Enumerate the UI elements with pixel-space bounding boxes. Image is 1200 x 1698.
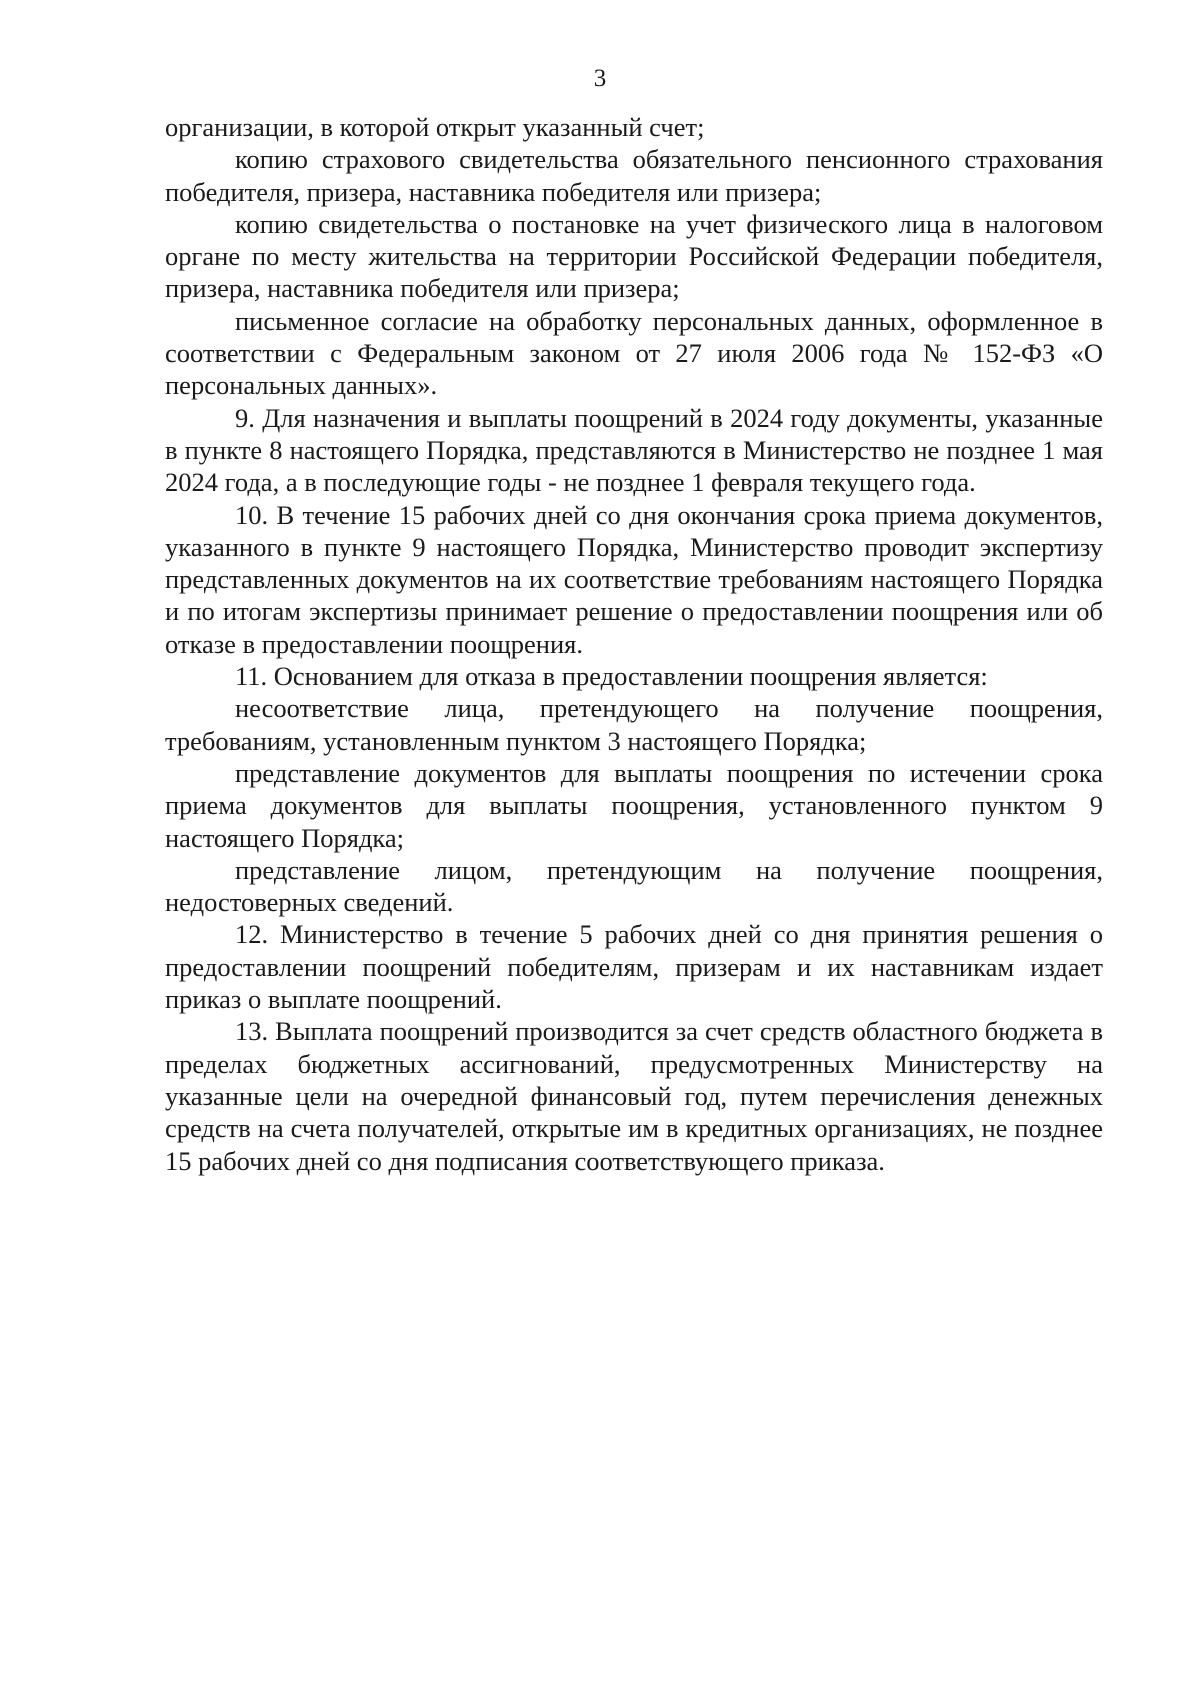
paragraph-clause-13: 13. Выплата поощрений производится за счет средств областного бюджета в пределах бюджетных ассигнований, предусмотренных Министерству на указанные цели на очередной финансовый год, путем перечисления денежных средств на счета получателей, открытые им в кредитных организациях, не позднее 15 рабочих дней со дня подписания соответствующего приказа. (165, 1016, 1103, 1176)
paragraph-refusal-reason-1: несоответствие лица, претендующего на получение поощрения, требованиям, установленным пунктом 3 настоящего Порядка; (165, 693, 1103, 756)
paragraph-refusal-reason-2: представление документов для выплаты поощрения по истечении срока приема документов для выплаты поощрения, установленного пунктом 9 настоящего Порядка; (165, 757, 1103, 853)
paragraph-insurance-certificate: копию страхового свидетельства обязательного пенсионного страхования победителя, призера, наставника победителя или призера; (165, 144, 1103, 207)
paragraph-clause-9: 9. Для назначения и выплаты поощрений в 2024 году документы, указанные в пункте 8 настоящего Порядка, представляются в Министерство не позднее 1 мая 2024 года, а в последующие годы - не позднее 1 февраля текущего года. (165, 402, 1103, 498)
document-body (165, 111, 1103, 1177)
page-number: 3 (593, 65, 607, 92)
paragraph-clause-10: 10. В течение 15 рабочих дней со дня окончания срока приема документов, указанного в пункте 9 настоящего Порядка, Министерство проводит экспертизу представленных документов на их соответствие требованиям настоящего Порядка и по итогам экспертизы принимает решение о предоставлении поощрения или об отказе в предоставлении поощрения. (165, 499, 1103, 659)
paragraph-tax-registration: копию свидетельства о постановке на учет физического лица в налоговом органе по месту жительства на территории Российской Федерации победителя, призера, наставника победителя или призера; (165, 208, 1103, 304)
paragraph-refusal-reason-3: представление лицом, претендующим на получение поощрения, недостоверных сведений. (165, 854, 1103, 918)
paragraph-clause-11: 11. Основанием для отказа в предоставлении поощрения является: (235, 661, 988, 692)
paragraph-personal-data-consent: письменное согласие на обработку персональных данных, оформленное в соответствии с Федеральным законом от 27 июля 2006 года № 152-ФЗ «О персональных данных». (165, 305, 1103, 401)
paragraph-continuation: организации, в которой открыт указанный счет; (165, 112, 705, 142)
paragraph-clause-12: 12. Министерство в течение 5 рабочих дней со дня принятия решения о предоставлении поощрений победителям, призерам и их наставникам издает приказ о выплате поощрений. (165, 919, 1103, 1015)
